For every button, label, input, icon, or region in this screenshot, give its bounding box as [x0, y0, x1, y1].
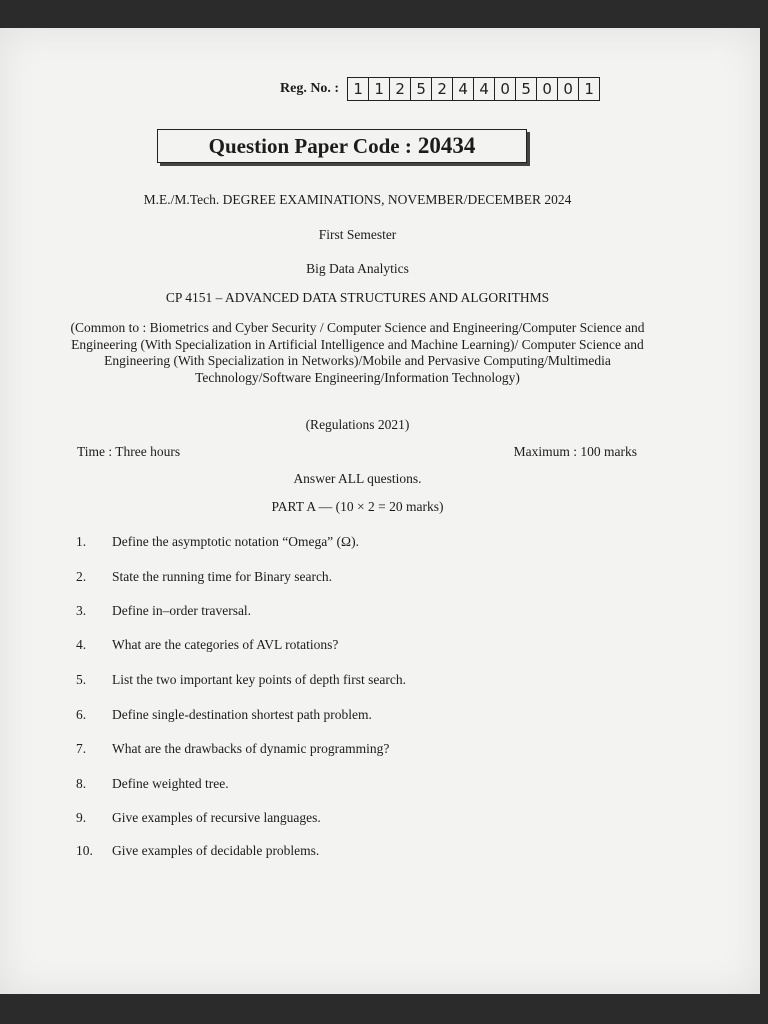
- question-paper-code: [157, 129, 527, 163]
- subject-area: Big Data Analytics: [306, 261, 409, 276]
- question-item: [76, 707, 616, 723]
- question-paper-code-value: 20434: [417, 133, 476, 158]
- reg-digit: 4: [453, 78, 474, 100]
- time-label: Time : Three hours: [77, 444, 181, 459]
- course-title: CP 4151 – ADVANCED DATA STRUCTURES AND ALGORITHMS: [165, 290, 550, 305]
- question-number: 10.: [76, 843, 93, 858]
- reg-digit: 1: [369, 78, 390, 100]
- reg-no: [280, 76, 600, 102]
- question-number: 7.: [76, 741, 87, 756]
- question-paper-code-label: Question Paper Code :: [208, 133, 412, 158]
- question-item: [76, 776, 616, 792]
- regulations: (Regulations 2021): [305, 417, 410, 432]
- reg-digit: 1: [584, 80, 594, 98]
- reg-digit: 0: [495, 78, 516, 100]
- question-item: [76, 810, 616, 826]
- time-marks-row: [77, 444, 637, 460]
- question-number: 5.: [76, 672, 87, 687]
- exam-title: M.E./M.Tech. DEGREE EXAMINATIONS, NOVEMBER/DECEMBER 2024: [143, 192, 572, 207]
- question-text: Define single-destination shortest path problem.: [112, 707, 372, 722]
- question-text: What are the categories of AVL rotations?: [112, 637, 339, 652]
- question-number: 2.: [76, 569, 87, 584]
- question-item: [76, 637, 616, 653]
- question-text: Define the asymptotic notation “Omega” (Ω).: [112, 534, 359, 549]
- instruction: Answer ALL questions.: [293, 471, 422, 486]
- question-number: 1.: [76, 534, 87, 549]
- question-number: 3.: [76, 603, 87, 618]
- semester: First Semester: [318, 227, 397, 242]
- reg-digit: 2: [390, 78, 411, 100]
- question-text: Define weighted tree.: [112, 776, 229, 791]
- reg-digit: 5: [516, 78, 537, 100]
- question-text: What are the drawbacks of dynamic programming?: [112, 741, 390, 756]
- reg-no-label: Reg. No. :: [280, 81, 340, 96]
- question-item: [76, 843, 616, 859]
- question-number: 6.: [76, 707, 87, 722]
- question-number: 8.: [76, 776, 87, 791]
- question-item: [76, 672, 616, 688]
- reg-digit: 5: [411, 78, 432, 100]
- reg-digit: 0: [537, 78, 558, 100]
- question-item: [76, 741, 616, 757]
- reg-no-boxes: [347, 77, 600, 101]
- common-to: (Common to : Biometrics and Cyber Security / Computer Science and Engineering/Computer Science and Engineering (With Specialization in Artificial Intelligence and Machine Learning)/ Computer Science and Engineering (With Specialization in Networks)/Mobile and Pervasive Computing/Multimedia Technology/Software Engineering/Information Technology): [70, 320, 645, 385]
- maximum-marks: Maximum : 100 marks: [513, 444, 637, 459]
- reg-digit: 1: [348, 78, 369, 100]
- question-item: [76, 534, 616, 550]
- reg-digit: 4: [474, 78, 495, 100]
- question-item: [76, 603, 616, 619]
- reg-digit: 2: [432, 78, 453, 100]
- reg-digit: 0: [558, 78, 579, 100]
- question-item: [76, 569, 616, 585]
- question-text: Give examples of recursive languages.: [112, 810, 321, 825]
- question-text: Give examples of decidable problems.: [112, 843, 320, 858]
- question-number: 4.: [76, 637, 87, 652]
- question-number: 9.: [76, 810, 87, 825]
- question-text: State the running time for Binary search.: [112, 569, 333, 584]
- question-text: Define in–order traversal.: [112, 603, 252, 618]
- question-text: List the two important key points of depth first search.: [112, 672, 406, 687]
- part-a-heading: PART A — (10 × 2 = 20 marks): [271, 499, 444, 514]
